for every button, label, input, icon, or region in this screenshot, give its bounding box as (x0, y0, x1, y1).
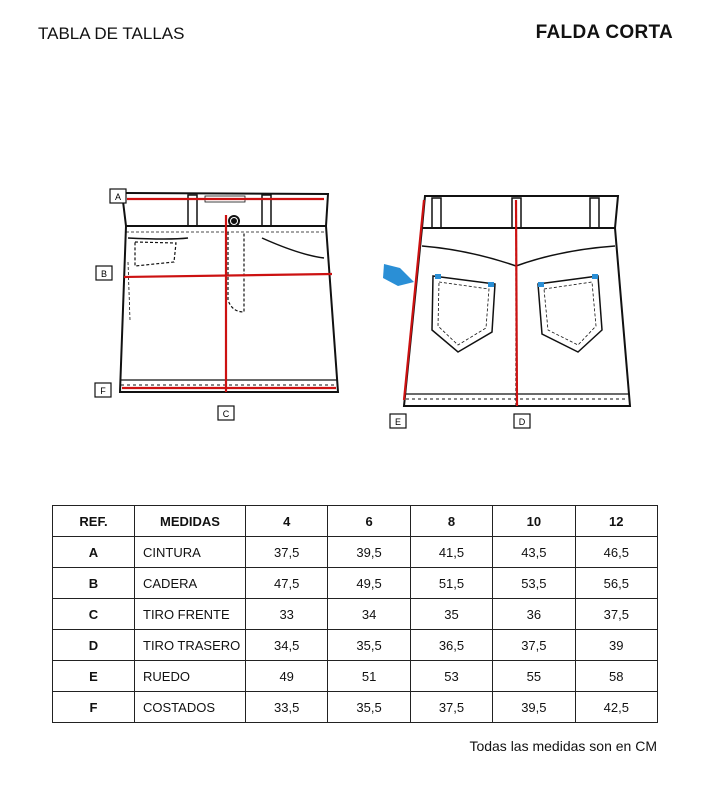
value-cell: 37,5 (410, 692, 492, 723)
value-cell: 53 (410, 661, 492, 692)
ref-cell: B (53, 568, 135, 599)
value-cell: 42,5 (575, 692, 657, 723)
table-row (53, 537, 658, 568)
value-cell: 47,5 (246, 568, 328, 599)
col-header: 6 (328, 506, 410, 537)
label-d-box (514, 414, 530, 428)
table-row (53, 630, 658, 661)
value-cell: 49,5 (328, 568, 410, 599)
svg-text:A: A (114, 192, 122, 202)
col-header: REF. (53, 506, 135, 537)
label-b-box (96, 266, 112, 280)
value-cell: 53,5 (493, 568, 575, 599)
size-chart-table (52, 505, 658, 723)
skirt-measurement-diagram (0, 160, 703, 440)
value-cell: 33,5 (246, 692, 328, 723)
value-cell: 39,5 (328, 537, 410, 568)
ref-cell: C (53, 599, 135, 630)
value-cell: 33 (246, 599, 328, 630)
value-cell: 43,5 (493, 537, 575, 568)
measure-name: COSTADOS (135, 692, 246, 723)
product-title: FALDA CORTA (535, 22, 673, 43)
label-c-box (218, 406, 234, 420)
value-cell: 41,5 (410, 537, 492, 568)
col-header: 12 (575, 506, 657, 537)
col-header: 4 (246, 506, 328, 537)
label-e-box (390, 414, 406, 428)
value-cell: 56,5 (575, 568, 657, 599)
units-footnote: Todas las medidas son en CM (469, 738, 657, 754)
label-a-box (110, 189, 126, 203)
value-cell: 34,5 (246, 630, 328, 661)
value-cell: 36,5 (410, 630, 492, 661)
table-row (53, 599, 658, 630)
svg-text:C: C (222, 409, 230, 419)
measure-name: CADERA (135, 568, 246, 599)
value-cell: 51,5 (410, 568, 492, 599)
value-cell: 37,5 (575, 599, 657, 630)
chart-title: TABLA DE TALLAS (38, 24, 185, 43)
svg-text:E: E (394, 417, 402, 427)
ref-cell: D (53, 630, 135, 661)
table-row (53, 692, 658, 723)
col-header: 10 (493, 506, 575, 537)
measure-name: CINTURA (135, 537, 246, 568)
value-cell: 34 (328, 599, 410, 630)
col-header: MEDIDAS (135, 506, 246, 537)
ref-cell: A (53, 537, 135, 568)
measure-name: RUEDO (135, 661, 246, 692)
value-cell: 39,5 (493, 692, 575, 723)
value-cell: 35,5 (328, 692, 410, 723)
value-cell: 35 (410, 599, 492, 630)
svg-text:B: B (100, 269, 108, 279)
skirt-front-view (120, 193, 338, 392)
measure-name: TIRO FRENTE (135, 599, 246, 630)
table-row (53, 568, 658, 599)
value-cell: 49 (246, 661, 328, 692)
value-cell: 58 (575, 661, 657, 692)
label-f-box (95, 383, 111, 397)
value-cell: 39 (575, 630, 657, 661)
ref-cell: F (53, 692, 135, 723)
ref-cell: E (53, 661, 135, 692)
table-header-row (53, 506, 658, 537)
table-row (53, 661, 658, 692)
value-cell: 37,5 (493, 630, 575, 661)
col-header: 8 (410, 506, 492, 537)
value-cell: 55 (493, 661, 575, 692)
value-cell: 51 (328, 661, 410, 692)
svg-text:F: F (100, 386, 106, 396)
svg-text:D: D (518, 417, 526, 427)
value-cell: 37,5 (246, 537, 328, 568)
value-cell: 36 (493, 599, 575, 630)
measure-name: TIRO TRASERO (135, 630, 246, 661)
value-cell: 35,5 (328, 630, 410, 661)
value-cell: 46,5 (575, 537, 657, 568)
